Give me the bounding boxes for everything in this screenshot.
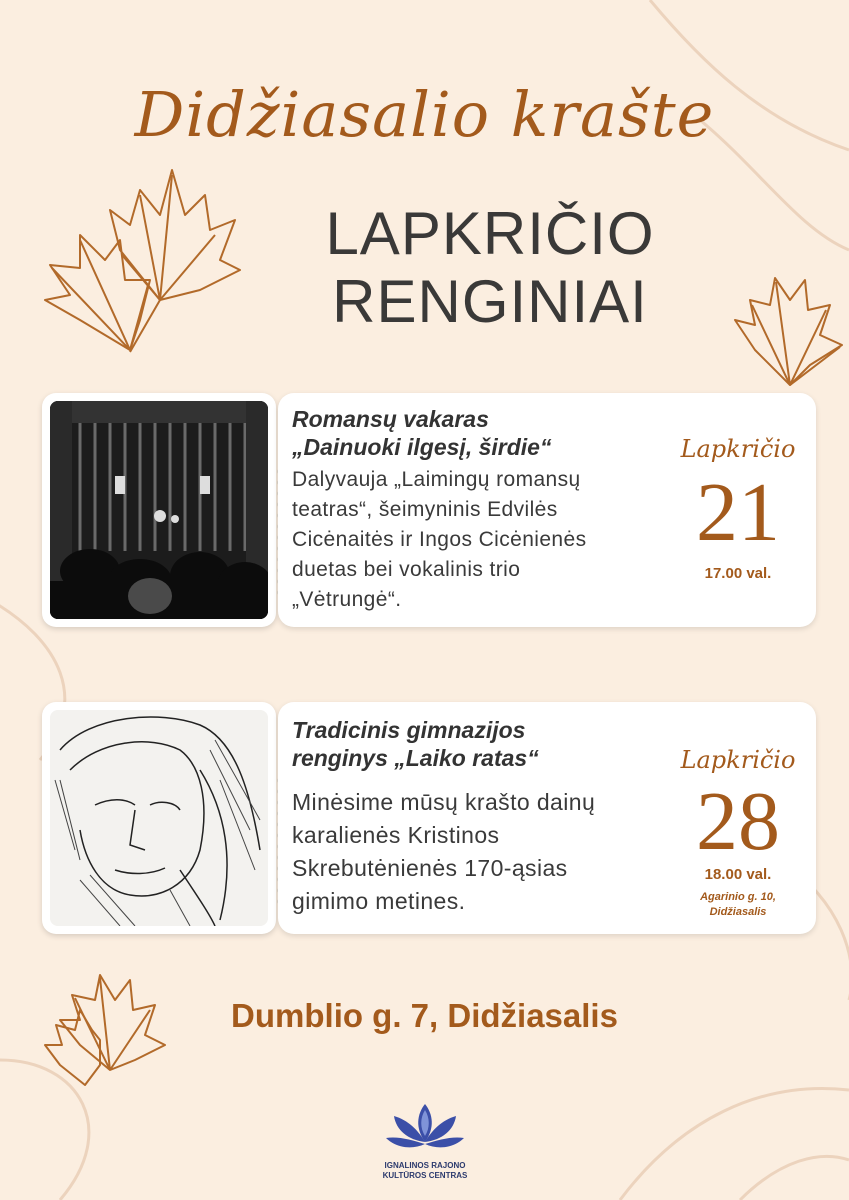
event-time-2: 18.00 val. [704, 866, 772, 883]
event-month-2: Lapkričio [680, 746, 796, 774]
event-month-1: Lapkričio [680, 435, 796, 463]
event-title-2: Tradicinis gimnazijos renginys „Laiko ratas“ [292, 717, 539, 771]
event-info-box-2 [278, 702, 816, 934]
lotus-logo-icon [380, 1100, 470, 1156]
main-title [280, 200, 700, 336]
organization-logo [380, 1100, 470, 1181]
event-day-1: 21 [696, 466, 780, 559]
event-time-1: 17.00 val. [704, 565, 772, 582]
event-venue-2: Agarinio g. 10, Didžiasalis [700, 891, 776, 918]
event-day-2: 28 [696, 775, 780, 868]
footer-address: Dumblio g. 7, Didžiasalis [231, 997, 618, 1034]
portrait-sketch-image [50, 710, 268, 926]
event-card-1 [42, 393, 816, 629]
main-title-line2: RENGINIAI [332, 268, 648, 335]
event-description-2: Minėsime mūsų krašto dainų karalienės Kristinos Skrebutėnienės 170-ąsias gimimo metines. [292, 789, 596, 914]
event-title-1: Romansų vakaras „Dainuoki ilgesį, širdie“ [292, 406, 552, 460]
event-photo-2 [42, 702, 276, 934]
event-photo-1 [42, 393, 276, 627]
script-title: Didžiasalio krašte [134, 78, 715, 151]
event-card-2 [42, 702, 816, 936]
logo-text: IGNALINOS RAJONO KULTŪROS CENTRAS [382, 1161, 468, 1180]
event-description-1: Dalyvauja „Laimingų romansų teatras“, šeimyninis Edvilės Cicėnaitės ir Ingos Cicėnienės duetas bei vokalinis trio „Vėtrungė“. [292, 468, 587, 611]
event-info-box-1 [278, 393, 816, 627]
main-title-line1: LAPKRIČIO [325, 200, 655, 267]
concert-hall-image [50, 401, 268, 619]
